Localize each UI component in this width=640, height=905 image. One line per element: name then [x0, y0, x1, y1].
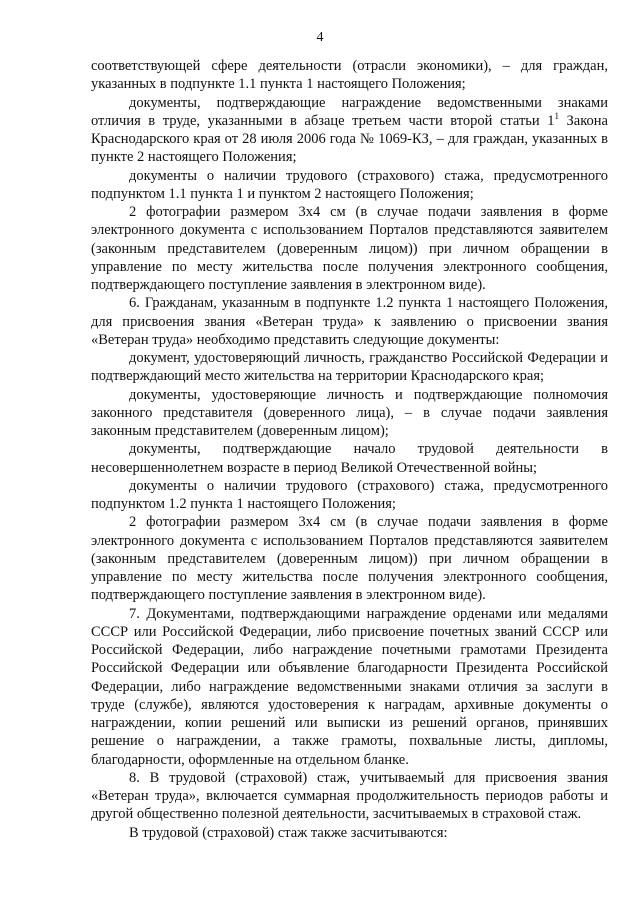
paragraph	[91, 203, 608, 294]
paragraph-continuation	[91, 57, 608, 94]
paragraph-item-8	[91, 769, 608, 824]
paragraph	[91, 513, 608, 604]
paragraph-text: 2 фотографии размером 3х4 см (в случае подачи заявления в форме электронного документа с использованием Порталов представляются заявителем (законным представителем (доверенным лицом)) при личном обращении в управление по месту жительства после получения электронного сообщения, подтверждающего поступление заявления в электронном виде).	[91, 204, 608, 293]
paragraph-text: 2 фотографии размером 3х4 см (в случае подачи заявления в форме электронного документа с использованием Порталов представляются заявителем (законным представителем (доверенным лицом)) при личном обращении в управление по месту жительства после получения электронного сообщения, подтверждающего поступление заявления в электронном виде).	[91, 514, 608, 604]
paragraph-text: документы, удостоверяющие личность и подтверждающие полномочия законного представителя (доверенного лица), – в случае подачи заявления законным представителем (доверенным лицом);	[91, 386, 608, 439]
paragraph	[91, 824, 608, 842]
page-number: 4	[316, 30, 324, 45]
paragraph	[91, 440, 608, 477]
paragraph-item-6	[91, 294, 608, 349]
paragraph	[91, 94, 608, 167]
paragraph-text: соответствующей сфере деятельности (отрасли экономики), – для граждан, указанных в подпункте 1.1 пункта 1 настоящего Положения;	[91, 58, 608, 93]
paragraph-text: документы о наличии трудового (страхового) стажа, предусмотренного подпунктом 1.1 пункта 1 и пунктом 2 настоящего Положения;	[91, 167, 608, 202]
paragraph-text: документы о наличии трудового (страхового) стажа, предусмотренного подпунктом 1.2 пункта 1 настоящего Положения;	[91, 477, 608, 512]
paragraph-text: В трудовой (страховой) стаж также засчитываются:	[129, 824, 448, 841]
paragraph	[91, 167, 608, 204]
paragraph-text: 8. В трудовой (страховой) стаж, учитываемый для присвоения звания «Ветеран труда», включается суммарная продолжительность периодов работы и другой общественно полезной деятельности, засчитываемых в страховой стаж.	[91, 769, 608, 823]
paragraph-text: документы, подтверждающие начало трудовой деятельности в несовершеннолетнем возрасте в период Великой Отечественной войны;	[91, 441, 608, 476]
paragraph	[91, 349, 608, 386]
paragraph-text: 6. Гражданам, указанным в подпункте 1.2 пункта 1 настоящего Положения, для присвоения звания «Ветеран труда» к заявлению о присвоении звания «Ветеран труда» необходимо представить следующие документы:	[91, 295, 608, 348]
superscript: 1	[554, 110, 559, 121]
paragraph-item-7	[91, 605, 608, 769]
paragraph-text: 7. Документами, подтверждающими награждение орденами или медалями СССР или Российской Федерации, либо присвоение почетных званий СССР или Российской Федерации, либо награждение почетными грамотами Президента Российской Федерации или объявление благодарности Президента Российской Федерации, либо награждение ведомственными знаками отличия за заслуги в труде (службе), являются удостоверения к наградам, архивные документы о награждении, копии решений или выписки из решений органов, принявших решение о награждении, а также грамоты, похвальные листы, дипломы, благодарности, оформленные на отдельном бланке.	[91, 605, 608, 768]
paragraph	[91, 477, 608, 514]
paragraph-text: документы, подтверждающие награждение ведомственными знаками отличия в труде, указанными в абзаце третьем части второй статьи 1	[91, 94, 608, 129]
paragraph-text-after: Закона Краснодарского края от 28 июля 2006 года № 1069-КЗ, – для граждан, указанных в пункте 2 настоящего Положения;	[91, 112, 608, 166]
document-body	[91, 57, 608, 842]
paragraph	[91, 386, 608, 441]
paragraph-text: документ, удостоверяющий личность, гражданство Российской Федерации и подтверждающий место жительства на территории Краснодарского края;	[91, 350, 608, 385]
